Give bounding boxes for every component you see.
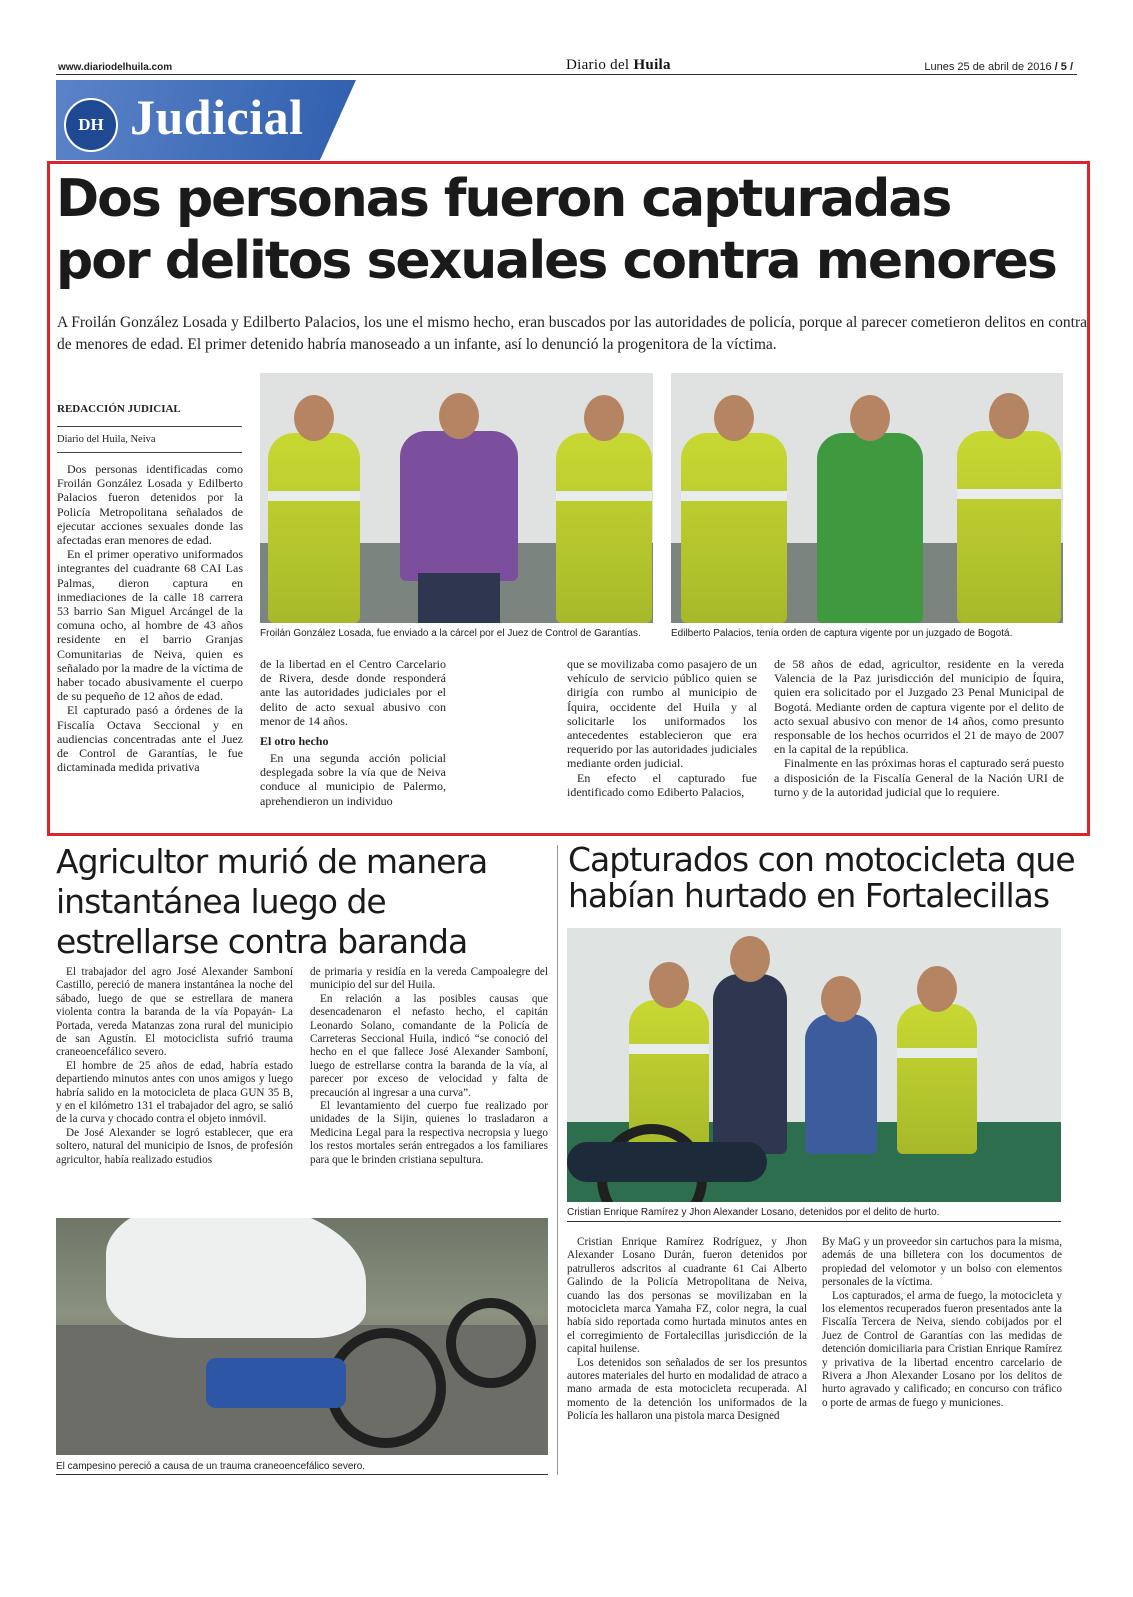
byline-rule <box>57 426 242 427</box>
column-divider <box>557 845 558 1475</box>
blurred-face <box>917 966 957 1012</box>
motorcycle-body <box>567 1142 767 1182</box>
main-headline <box>56 168 1076 292</box>
story-two-caption: El campesino pereció a causa de un trauma craneoencefálico severo. <box>56 1461 366 1472</box>
main-col-2 <box>260 657 446 808</box>
photo-caption-right: Edilberto Palacios, tenía orden de captura vigente por un juzgado de Bogotá. <box>671 628 1013 639</box>
vest-band <box>957 489 1061 499</box>
story-three-col-1 <box>567 1236 807 1424</box>
paragraph: De José Alexander se logró establecer, que era soltero, natural del municipio de Isnos, de profesión agricultor, había realizado estudios <box>56 1126 293 1166</box>
main-col-3 <box>567 657 757 799</box>
issue-date: Lunes 25 de abril de 2016 <box>924 61 1052 73</box>
detainee-figure <box>713 974 787 1154</box>
face <box>850 395 890 441</box>
paragraph: En el primer operativo uniformados integrantes del cuadrante 68 CAI Las Palmas, dieron captura en inmediaciones de la calle 18 carrera 53 barrio San Miguel Arcángel de la comuna ocho, al hombre de 43 años residente en el barrio Granjas Comunitarias de Neiva, quien es señalado por la madre de la víctima de haber tocado abusivamente el cuerpo de su pequeño de 12 años de edad. <box>57 547 243 704</box>
photo-crash-scene <box>56 1218 548 1455</box>
byline: REDACCIÓN JUDICIAL <box>57 403 181 415</box>
vest-band <box>629 1044 709 1054</box>
photo-froilan-arrest <box>260 373 653 623</box>
byline-dateline: Diario del Huila, Neiva <box>57 434 156 445</box>
story-two-col-2 <box>310 966 548 1167</box>
paragraph: El capturado pasó a órdenes de la Fiscalía Octava Seccional y en audiencias concentradas ante el Juez de Control de Garantías, le fue dictaminada medida privativa <box>57 703 243 775</box>
photo-edilberto-arrest <box>671 373 1063 623</box>
detainee-figure <box>817 433 923 623</box>
main-col-1 <box>57 462 243 774</box>
paragraph: de 58 años de edad, agricultor, residente en la vereda Valencia de la Paz jurisdicción del municipio de Íquira, quien era solicitado por el Juzgado 23 Penal Municipal de Bogotá. Mediante orden de captura vigente por el delito de acto sexual abusivo con menor de 14 años, como presunto responsable de los hechos ocurridos el 21 de mayo de 2007 en la capital de la república. <box>774 657 1064 757</box>
dateline <box>924 61 1073 73</box>
blurred-face <box>584 395 624 441</box>
motorcycle-wheel <box>446 1298 536 1388</box>
caption-rule <box>567 1221 1061 1222</box>
police-officer-figure <box>556 433 652 623</box>
masthead <box>566 57 671 74</box>
paragraph: de primaria y residía en la vereda Campoalegre del municipio del sur del Huila. <box>310 966 548 992</box>
main-col-4 <box>774 657 1064 799</box>
site-url[interactable]: www.diariodelhuila.com <box>58 62 173 73</box>
paragraph: En relación a las posibles causas que desencadenaron el nefasto hecho, el capitán Leonardo Solano, comandante de la Policía de Carreteras Seccional Huila, indicó “se conoció del hecho en el que fallece José Alexander Samboní, luego de estrellarse contra la baranda de la vía, al parecer por exceso de velocidad y falta de precaución al ingresar a una curva”. <box>310 992 548 1099</box>
face <box>821 976 861 1022</box>
story-two-headline: Agricultor murió de manera instantánea luego de estrellarse contra baranda <box>56 842 488 961</box>
police-officer-figure <box>268 433 360 623</box>
masthead-prefix: Diario del <box>566 57 634 73</box>
paragraph: El hombre de 25 años de edad, habría estado departiendo minutos antes con unos amigos y luego habría salido en la motocicleta de placa GUN 35 B, y en el kilómetro 131 el trabajador del agro, se salió de la curva y chocado contra el objeto inmóvil. <box>56 1059 293 1126</box>
paragraph: de la libertad en el Centro Carcelario de Rivera, desde donde responderá ante las autoridades judiciales por el delito de acto sexual abusivo con menor de 14 años. <box>260 657 446 728</box>
main-headline-line1: Dos personas fueron capturadas <box>56 169 951 229</box>
face <box>730 936 770 982</box>
photo-motorcycle-capture <box>567 928 1061 1202</box>
face <box>439 393 479 439</box>
story-three-headline: Capturados con motocicleta que habían hurtado en Fortalecillas <box>568 840 1075 915</box>
paragraph: En una segunda acción policial desplegada sobre la vía que de Neiva conduce al municipio de Palermo, aprehendieron un individuo <box>260 751 446 808</box>
police-officer-figure <box>897 1004 977 1154</box>
police-officer-figure <box>957 431 1061 623</box>
paragraph: En efecto el capturado fue identificado como Ediberto Palacios, <box>567 770 757 799</box>
caption-rule <box>56 1474 548 1475</box>
paragraph: que se movilizaba como pasajero de un vehículo de servicio público quien se dirigía con rumbo al municipio de Íquira, occidente del Huila y al solicitarle los uniformados los antecedentes establecieron que era requerido por las autoridades judiciales mediante orden judicial. <box>567 657 757 771</box>
detainee-figure <box>805 1014 877 1154</box>
paragraph: Dos personas identificadas como Froilán González Losada y Edilberto Palacios fueron detenidos por la Policía Metropolitana señalados de ejecutar acciones sexuales donde las afectadas eran menores de edad. <box>57 462 243 548</box>
main-headline-line2: por delitos sexuales contra menores <box>56 231 1056 291</box>
paragraph: Los capturados, el arma de fuego, la motocicleta y los elementos recuperados fueron presentados ante la Fiscalía Tercera de Neiva, siendo cobijados por el Juez de Control de Garantías con las medidas de detención domiciliaria para Cristian Enrique Ramírez y privativa de la libertad encentro carcelario de Rivera a Jhon Alexander Losano por los delitos de hurto agravado y calificado; en concurso con tráfico o porte de armas de fuego y municiones. <box>822 1289 1062 1409</box>
section-title: Judicial <box>130 89 304 145</box>
blurred-face <box>714 395 754 441</box>
police-officer-figure <box>681 433 787 623</box>
story-three-col-2 <box>822 1236 1062 1410</box>
paragraph: By MaG y un proveedor sin cartuchos para la misma, además de una billetera con los documentos de propiedad del velomotor y un bolso con elementos personales de la víctima. <box>822 1236 1062 1289</box>
vest-band <box>556 491 652 501</box>
detainee-trousers <box>418 573 500 623</box>
blurred-face <box>989 393 1029 439</box>
byline-rule <box>57 452 242 453</box>
subhead: El otro hecho <box>260 734 329 749</box>
dh-logo-badge: DH <box>64 98 118 152</box>
vest-band <box>897 1048 977 1058</box>
story-two-col-1 <box>56 966 293 1167</box>
page-number: / 5 / <box>1054 61 1073 73</box>
detainee-figure <box>400 431 518 581</box>
motorcycle-body <box>206 1358 346 1408</box>
header-rule <box>56 74 1077 75</box>
blurred-face <box>294 395 334 441</box>
main-lede: A Froilán González Losada y Edilberto Palacios, los une el mismo hecho, eran buscados por las autoridades de policía, porque al parecer cometieron delitos en contra de menores de edad. El primer detenido habría manoseado a un infante, así lo denunció la progenitora de la víctima. <box>57 314 1087 353</box>
paragraph: Cristian Enrique Ramírez Rodríguez, y Jhon Alexander Losano Durán, fueron detenidos por patrulleros adscritos al cuadrante 61 Cai Alberto Galindo de la Policía Metropolitana de Neiva, cuando las dos personas se movilizaban en la motocicleta marca Yamaha FZ, color negra, la cual había sido reportada como hurtada minutos antes en el corregimiento de Fortalecillas jurisdicción de la capital huilense. <box>567 1236 807 1356</box>
photo-caption-left: Froilán González Losada, fue enviado a la cárcel por el Juez de Control de Garantías. <box>260 628 641 639</box>
paragraph: Los detenidos son señalados de ser los presuntos autores materiales del hurto en modalidad de atraco a mano armada de esta motocicleta recuperada. Al momento de la detención los uniformados de la Policía les hallaron una pistola marca Designed <box>567 1356 807 1423</box>
vest-band <box>681 491 787 501</box>
paragraph: El trabajador del agro José Alexander Samboní Castillo, pereció de manera instantánea la noche del sábado, luego de que se estrellara de manera violenta contra la baranda de la vía Popayán- La Portada, vereda Matanzas zona rural del municipio de san Agustín. El motociclista sufrió trauma craneoencefálico severo. <box>56 966 293 1059</box>
masthead-brand: Huila <box>633 57 671 73</box>
story-three-caption: Cristian Enrique Ramírez y Jhon Alexander Losano, detenidos por el delito de hurto. <box>567 1207 940 1218</box>
vest-band <box>268 491 360 501</box>
paragraph: Finalmente en las próximas horas el capturado será puesto a disposición de la Fiscalía General de la Nación URI de turno y de la autoridad judicial que lo requiere. <box>774 756 1064 799</box>
blurred-face <box>649 962 689 1008</box>
covered-body <box>106 1218 366 1338</box>
paragraph: El levantamiento del cuerpo fue realizado por unidades de la Sijin, quienes lo trasladaron a Medicina Legal para la respectiva necropsia y luego los restos mortales serán entregados a los familiares para que le brinden cristiana sepultura. <box>310 1100 548 1166</box>
